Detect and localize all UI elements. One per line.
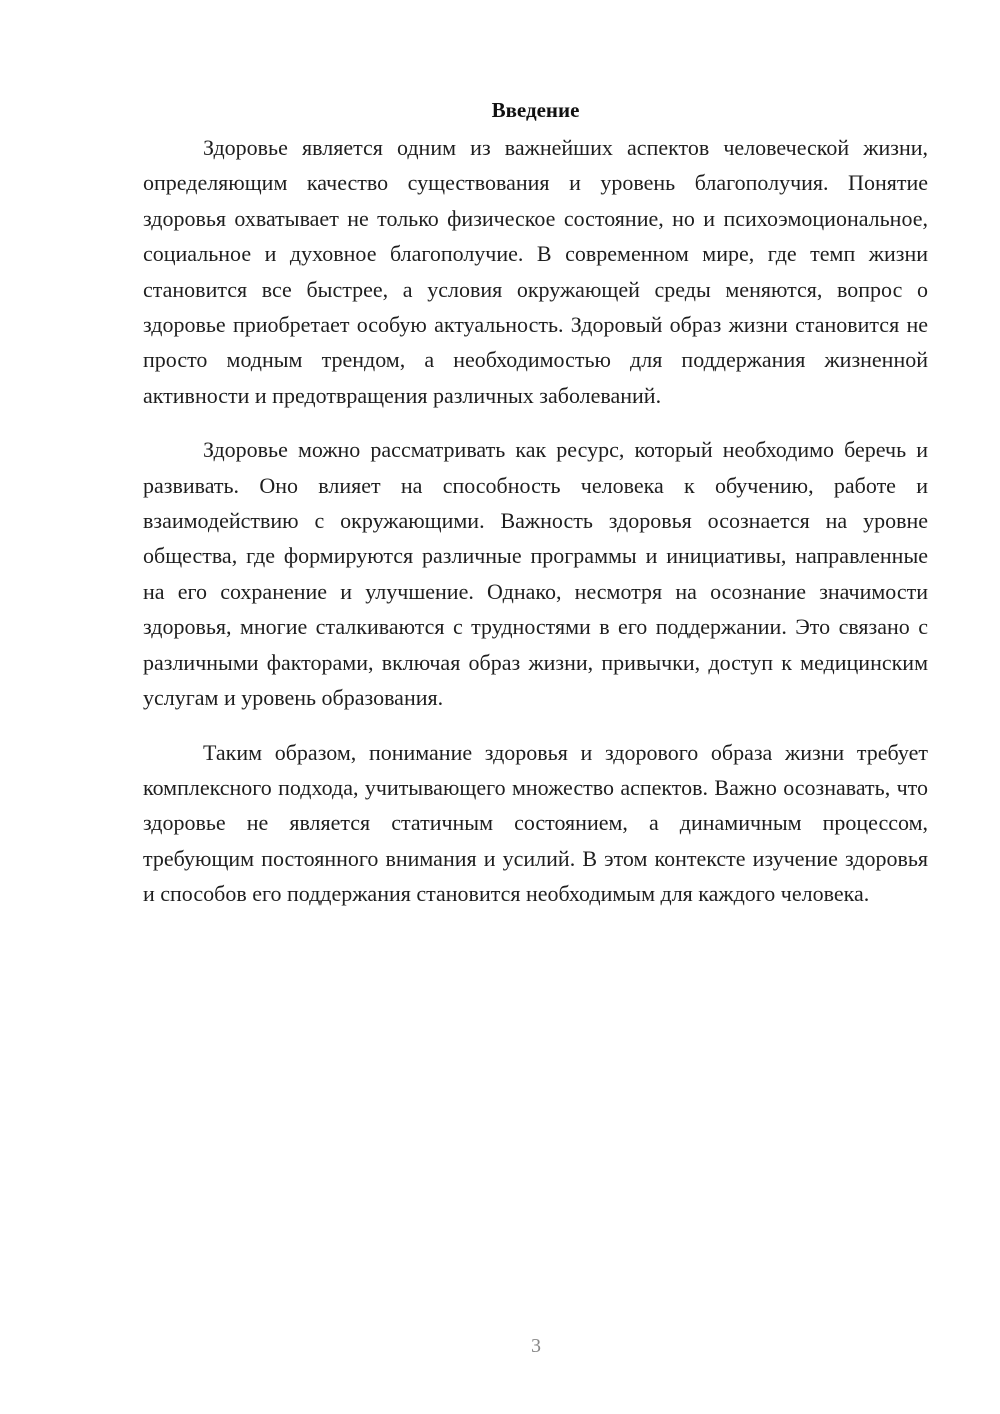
paragraph-2: Здоровье можно рассматривать как ресурс, который необходимо беречь и развивать. Оно влияет на способность человека к обучению, работе и взаимодействию с окружающими. Важность здоровья осознается на уровне общества, где формируются различные программы и инициативы, направленные на его сохранение и улучшение. Однако, несмотря на осознание значимости здоровья, многие сталкиваются с трудностями в его поддержании. Это связано с различными факторами, включая образ жизни, привычки, доступ к медицинским услугам и уровень образования. bbox=[143, 437, 928, 711]
page-content bbox=[143, 95, 928, 912]
page-number: 3 bbox=[531, 1335, 541, 1357]
section-title: Введение bbox=[491, 98, 580, 122]
paragraph-1: Здоровье является одним из важнейших аспектов человеческой жизни, определяющим качество существования и уровень благополучия. Понятие здоровья охватывает не только физическое состояние, но и психоэмоциональное, социальное и духовное благополучие. В современном мире, где темп жизни становится все быстрее, а условия окружающей среды меняются, вопрос о здоровье приобретает особую актуальность. Здоровый образ жизни становится не просто модным трендом, а необходимостью для поддержания жизненной активности и предотвращения различных заболеваний. bbox=[143, 135, 928, 408]
paragraph-3: Таким образом, понимание здоровья и здорового образа жизни требует комплексного подхода, учитывающего множество аспектов. Важно осознавать, что здоровье не является статичным состоянием, а динамичным процессом, требующим постоянного внимания и усилий. В этом контексте изучение здоровья и способов его поддержания становится необходимым для каждого человека. bbox=[143, 739, 928, 907]
